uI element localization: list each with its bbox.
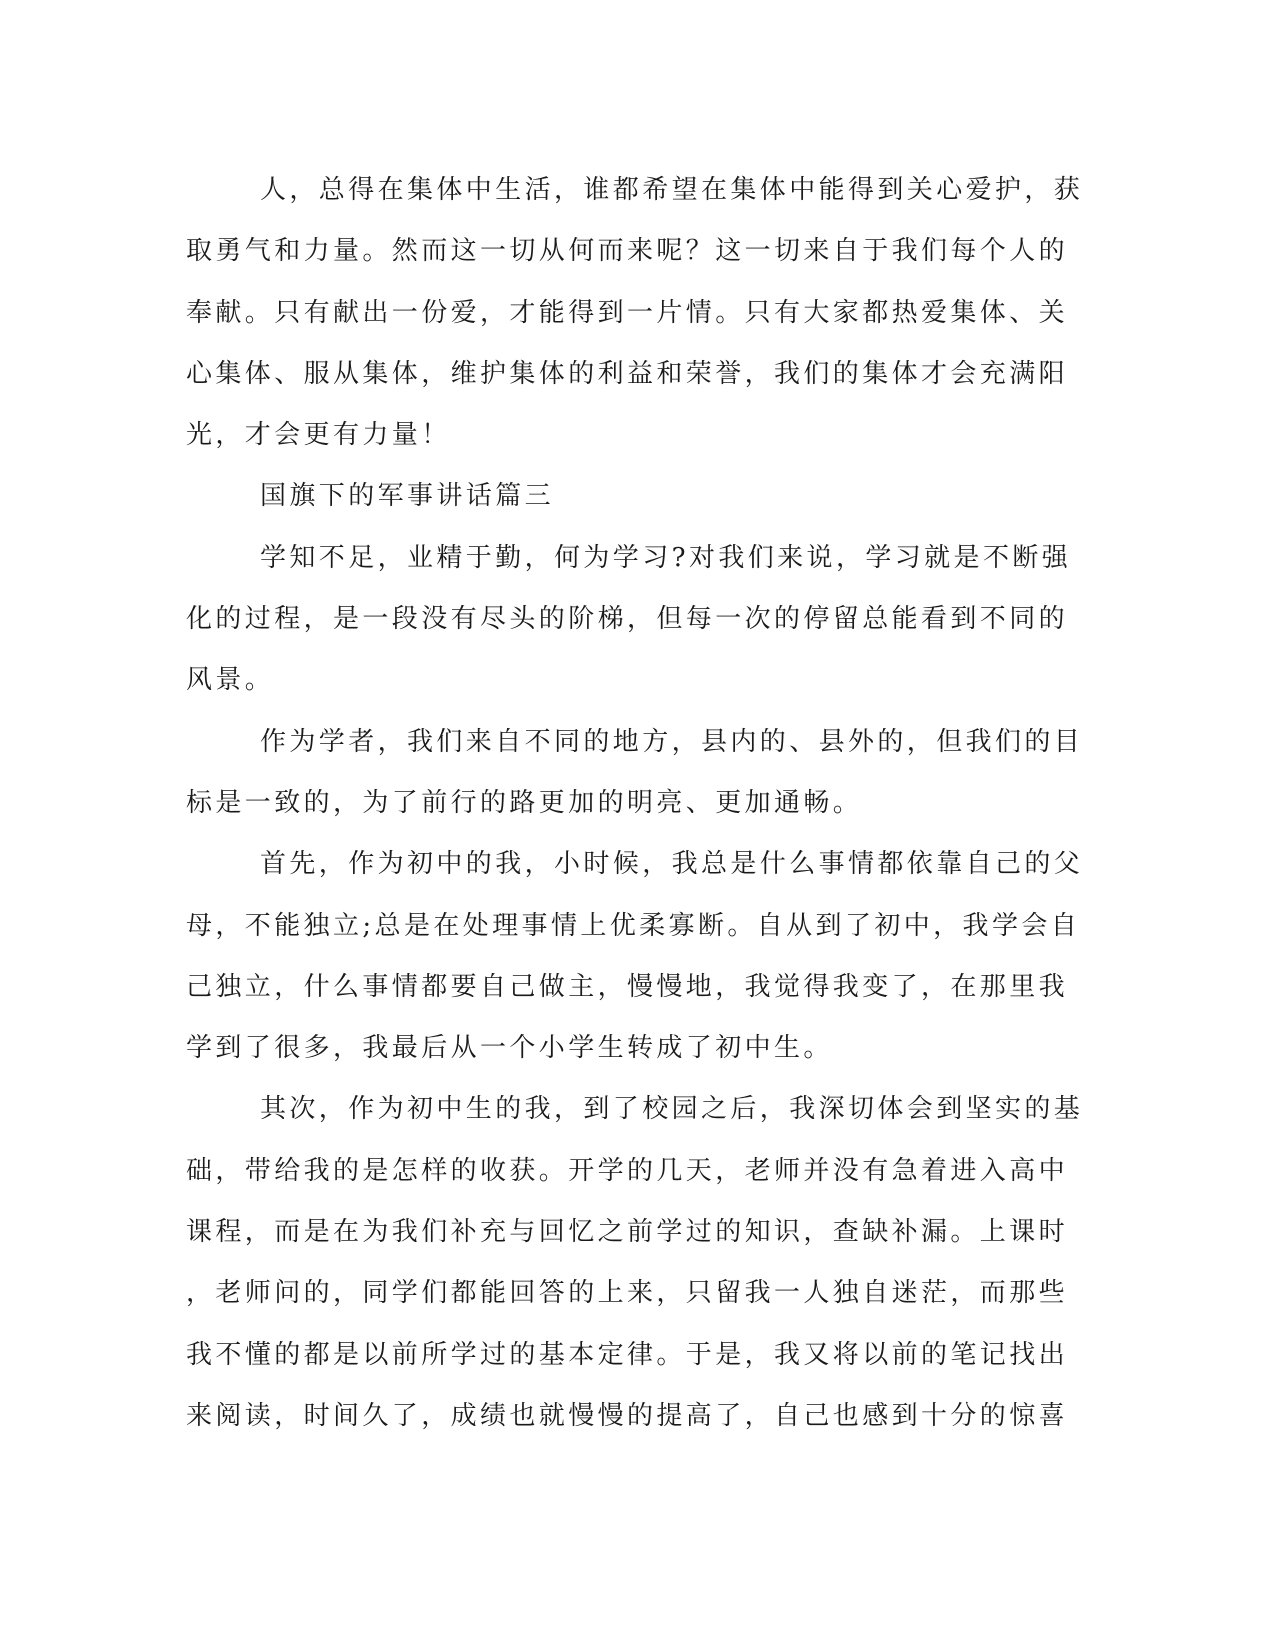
text-line: ，老师问的，同学们都能回答的上来，只留我一人独自迷茫，而那些 <box>186 1278 1069 1309</box>
text-line: 学到了很多，我最后从一个小学生转成了初中生。 <box>186 1033 833 1064</box>
text-line: 化的过程，是一段没有尽头的阶梯，但每一次的停留总能看到不同的 <box>186 604 1069 635</box>
text-line: 人，总得在集体中生活，谁都希望在集体中能得到关心爱护，获 <box>260 175 1084 205</box>
section-heading: 国旗下的军事讲话篇三 <box>260 481 555 512</box>
text-line: 我不懂的都是以前所学过的基本定律。于是，我又将以前的笔记找出 <box>186 1339 1069 1370</box>
text-line: 础，带给我的是怎样的收获。开学的几天，老师并没有急着进入高中 <box>186 1155 1069 1186</box>
text-line: 来阅读，时间久了，成绩也就慢慢的提高了，自己也感到十分的惊喜 <box>186 1400 1069 1431</box>
text-line: 己独立，什么事情都要自己做主，慢慢地，我觉得我变了，在那里我 <box>186 971 1069 1002</box>
text-line: 风景。 <box>186 665 275 696</box>
text-line: 作为学者，我们来自不同的地方，县内的、县外的，但我们的目 <box>260 726 1084 757</box>
text-line: 学知不足，业精于勤，何为学习?对我们来说，学习就是不断强 <box>260 542 1072 573</box>
text-line: 取勇气和力量。然而这一切从何而来呢？这一切来自于我们每个人的 <box>186 236 1069 267</box>
text-line: 奉献。只有献出一份爱，才能得到一片情。只有大家都热爱集体、关 <box>186 297 1069 328</box>
text-line: 课程，而是在为我们补充与回忆之前学过的知识，查缺补漏。上课时 <box>186 1217 1069 1248</box>
text-line: 光，才会更有力量！ <box>186 420 451 451</box>
text-line: 其次，作为初中生的我，到了校园之后，我深切体会到坚实的基 <box>260 1094 1084 1125</box>
document-page <box>186 160 1084 1447</box>
text-line: 母，不能独立;总是在处理事情上优柔寡断。自从到了初中，我学会自 <box>186 910 1081 941</box>
text-line: 首先，作为初中的我，小时候，我总是什么事情都依靠自己的父 <box>260 849 1084 880</box>
text-line: 心集体、服从集体，维护集体的利益和荣誉，我们的集体才会充满阳 <box>186 358 1069 389</box>
text-line: 标是一致的，为了前行的路更加的明亮、更加通畅。 <box>186 787 863 818</box>
